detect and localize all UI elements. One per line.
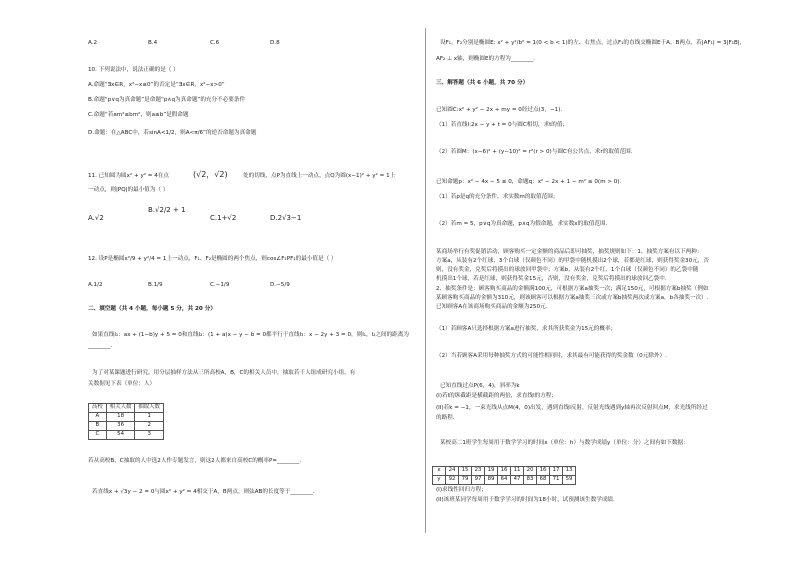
q10-option-b: B.命题“p∨q为真命题”是命题“p∧q为真命题”的充分不必要条件	[88, 97, 246, 103]
q19-line5: 2、抽奖条件是：顾客购买商品的金额满100元，可根据方案a抽奖一次；满足150元，可根据方案b抽奖（例如	[436, 286, 709, 292]
q18-line1: 已知命题p：x² − 4x − 5 ≤ 0，命题q：x² − 2x + 1 − m² ≤ 0(m > 0).	[436, 179, 622, 185]
q11-option-b: B.√2/2 + 1	[148, 206, 186, 214]
q19-line2: 方案a，从装有2个红球、3个白球（仅颜色不同）的甲袋中随机摸出2个球，若都是红球，则获得奖金30元，否	[436, 258, 709, 264]
table-cell: 47	[511, 476, 524, 485]
table-row	[433, 467, 576, 476]
table-row	[89, 413, 164, 422]
section2-heading: 二、填空题（共 4 小题，每小题 5 分，共 20 分）	[88, 306, 216, 312]
q17-part1: （1）若直线l:2x − y + t = 0与圆C相切，求t的值；	[436, 122, 569, 128]
q19-line6: 某顾客购买商品的金额为310元，则该顾客可以根据方案a抽奖三次或方案b抽奖两次或方案a，b各抽奖一次）.	[436, 295, 709, 301]
q9-option-a: A.2	[88, 40, 98, 46]
table-cell: 59	[563, 476, 576, 485]
q21-line1: 某校高二1班学生每周用于数学学习的时间x（单位：h）与数学成绩y（单位：分）之间有如下数据：	[440, 440, 689, 446]
q19-line3: 则，没有奖金，兑奖后将摸出的球放回甲袋中；方案b，从装有2个红、1个白球（仅颜色不同）的乙袋中随	[436, 267, 699, 273]
table-cell: 71	[550, 476, 563, 485]
q12-stem: 12. 设P是椭圆x²/9 + y²/4 = 1上一动点，F₁、F₂是椭圆的两个焦点，则cos∠F₁PF₂的最小值是（ ）	[88, 256, 337, 262]
table-cell: 2	[135, 422, 164, 431]
q19-part2: （2）当若顾客A采用每种抽奖方式的可能性相同时，求其最有可能获得的奖金数（0元除外）.	[436, 353, 667, 359]
q9-option-d: D.8	[270, 40, 280, 46]
q21-data-table	[432, 466, 576, 485]
table-header-cell: 相关人数	[106, 404, 135, 413]
q10-option-a: A.命题“∃x∈R，x²−x≤0”的否定是“∃x∈R，x²−x>0”	[88, 82, 225, 88]
q21-part1: (I)求线性回归方程；	[436, 487, 487, 493]
table-cell: 11	[511, 467, 524, 476]
q11-point: (√2，√2)	[193, 170, 228, 179]
q16-line2: AF₂ ⊥ x轴，则椭圆E的方程为________.	[436, 56, 536, 62]
q11-option-d: D.2√3−1	[270, 214, 302, 222]
q13-line2: ________.	[88, 343, 113, 349]
q17-line1: 已知圆C:x² + y² − 2x + my = 0经过点(3，−1).	[436, 107, 563, 113]
q12-option-d: D.−5/9	[270, 282, 290, 288]
table-cell: 97	[472, 476, 485, 485]
table-row-label: y	[433, 476, 446, 485]
table-cell: C	[89, 431, 107, 440]
q12-option-b: B.1/9	[148, 282, 163, 288]
table-cell: 3	[135, 431, 164, 440]
table-cell: 13	[563, 467, 576, 476]
table-cell: 23	[472, 467, 485, 476]
table-cell: 89	[485, 476, 498, 485]
table-cell: 20	[524, 467, 537, 476]
right-column	[432, 0, 772, 562]
table-cell: 83	[524, 476, 537, 485]
q11-stem-part2: 处的切线，点P为直线上一动点，点Q为圆(x−1)² + y² = 1上	[243, 173, 396, 179]
table-row	[89, 431, 164, 440]
q18-part2: （2）若m = 5，p∨q为真命题，p∧q为假命题，求实数x的取值范围.	[436, 221, 608, 227]
q10-option-d: D.命题：在△ABC中，若sinA<1/2，则A<π/6”的逆否命题为真命题	[88, 130, 257, 136]
q12-option-c: C.−1/9	[210, 282, 230, 288]
table-row	[89, 422, 164, 431]
q19-line4: 机摸出1个球，若是红球，则获得奖金15元，否则，没有奖金，兑奖后将摸出的球放回乙袋中.	[436, 276, 667, 282]
table-cell: 92	[446, 476, 459, 485]
q11-option-a: A.√2	[88, 214, 104, 222]
q11-stem-part1: 11. 已知圆为圆x² + y² = 4在点	[88, 173, 169, 179]
q16-line1: 设F₁，F₂分别是椭圆E: x² + y²/b² = 1(0 < b < 1)的左、右焦点，过点F₁的直线交椭圆E于A、B两点，若|AF₁| = 3|F₁B|，	[440, 40, 746, 46]
q10-option-c: C.命题“若am²≤bm²，则a≤b”是假命题	[88, 112, 189, 118]
table-cell: B	[89, 422, 107, 431]
q20-part2: (II)若k = −1，一束光线从点M(4，0)出发，遇到直线l反射，反射光线遇到y轴再次反射回点M，求光线所经过	[436, 405, 708, 411]
table-cell: 68	[537, 476, 550, 485]
q14-data-table	[88, 403, 164, 440]
q14-line3: 若从高校B，C抽取的人中选2人作专题发言，则这2人都来自高校C的概率P=________.	[88, 458, 302, 464]
q11-option-c: C.1+√2	[210, 214, 237, 222]
table-cell: 16	[537, 467, 550, 476]
column-divider	[425, 28, 426, 533]
table-cell: 15	[459, 467, 472, 476]
table-cell: 16	[498, 467, 511, 476]
table-cell: 1	[135, 413, 164, 422]
q9-option-c: C.6	[210, 40, 220, 46]
q21-part2: (II)该班某同学每周用于数学学习的时间为18小时，试预测该生数学成绩.	[436, 497, 615, 503]
table-cell: 36	[106, 422, 135, 431]
table-cell: A	[89, 413, 107, 422]
q19-line7: 已知顾客A在该商场购买商品的金额为250元.	[436, 304, 548, 310]
q17-part2: （2）若圆M：(x−6)² + (y−10)² = r²(r > 0)与圆C有公共点，求r的取值范围.	[436, 149, 633, 155]
table-cell: 64	[498, 476, 511, 485]
table-row-label: x	[433, 467, 446, 476]
q19-part1: （1）若顾客A只选择根据方案a进行抽奖，求其所获奖金为15元的概率；	[436, 326, 617, 332]
table-cell: 79	[459, 476, 472, 485]
q12-option-a: A.1/2	[88, 282, 103, 288]
q13-line1: 如果直线l₁：ax + (1−b)y + 5 = 0和直线l₂：(1 + a)x − y − b = 0都平行于直线l₃：x − 2y + 3 = 0，则l₁，l₂之间的距离为	[92, 332, 409, 338]
q18-part1: （1）若p是q的充分条件，求实数m的取值范围；	[436, 194, 559, 200]
table-header-row	[89, 404, 164, 413]
left-column	[88, 0, 418, 562]
table-cell: 54	[106, 431, 135, 440]
q14-line1: 为了对某课题进行研究，用分层抽样方法从三所高校A，B，C的相关人员中，抽取若干人组成研究小组，有	[92, 370, 356, 376]
q20-line1: 已知直线过点P(6，4)，斜率为k	[440, 383, 520, 389]
q20-part1: (I)若l的纵截距是横截距的两倍，求直线l的方程；	[436, 393, 557, 399]
table-cell: 18	[106, 413, 135, 422]
q15-text: 若直线x + √3y − 2 = 0与圆x² + y² = 4相交于A，B两点，则弦AB的长度等于________.	[92, 489, 315, 495]
q11-stem-part3: 一动点，则|PQ|的最小值为（ ）	[88, 187, 169, 193]
table-cell: 17	[550, 467, 563, 476]
q10-stem: 10. 下列说法中，说法正确的是（ ）	[88, 67, 179, 73]
table-header-cell: 抽取人数	[135, 404, 164, 413]
table-row	[433, 476, 576, 485]
table-header-cell: 高校	[89, 404, 107, 413]
section3-heading: 三、解答题（共 6 小题，共 70 分）	[436, 80, 529, 86]
table-cell: 24	[446, 467, 459, 476]
table-cell: 19	[485, 467, 498, 476]
q19-line1: 某商场举行有奖促销活动，顾客购买一定金额的商品后即可抽奖，抽奖规则如下：1、抽奖方案有以下两种：	[436, 249, 703, 255]
q14-line2: 关数据见下表（单位：人）	[88, 381, 156, 387]
q20-part3: 的路程.	[436, 415, 455, 421]
q9-option-b: B.4	[148, 40, 158, 46]
